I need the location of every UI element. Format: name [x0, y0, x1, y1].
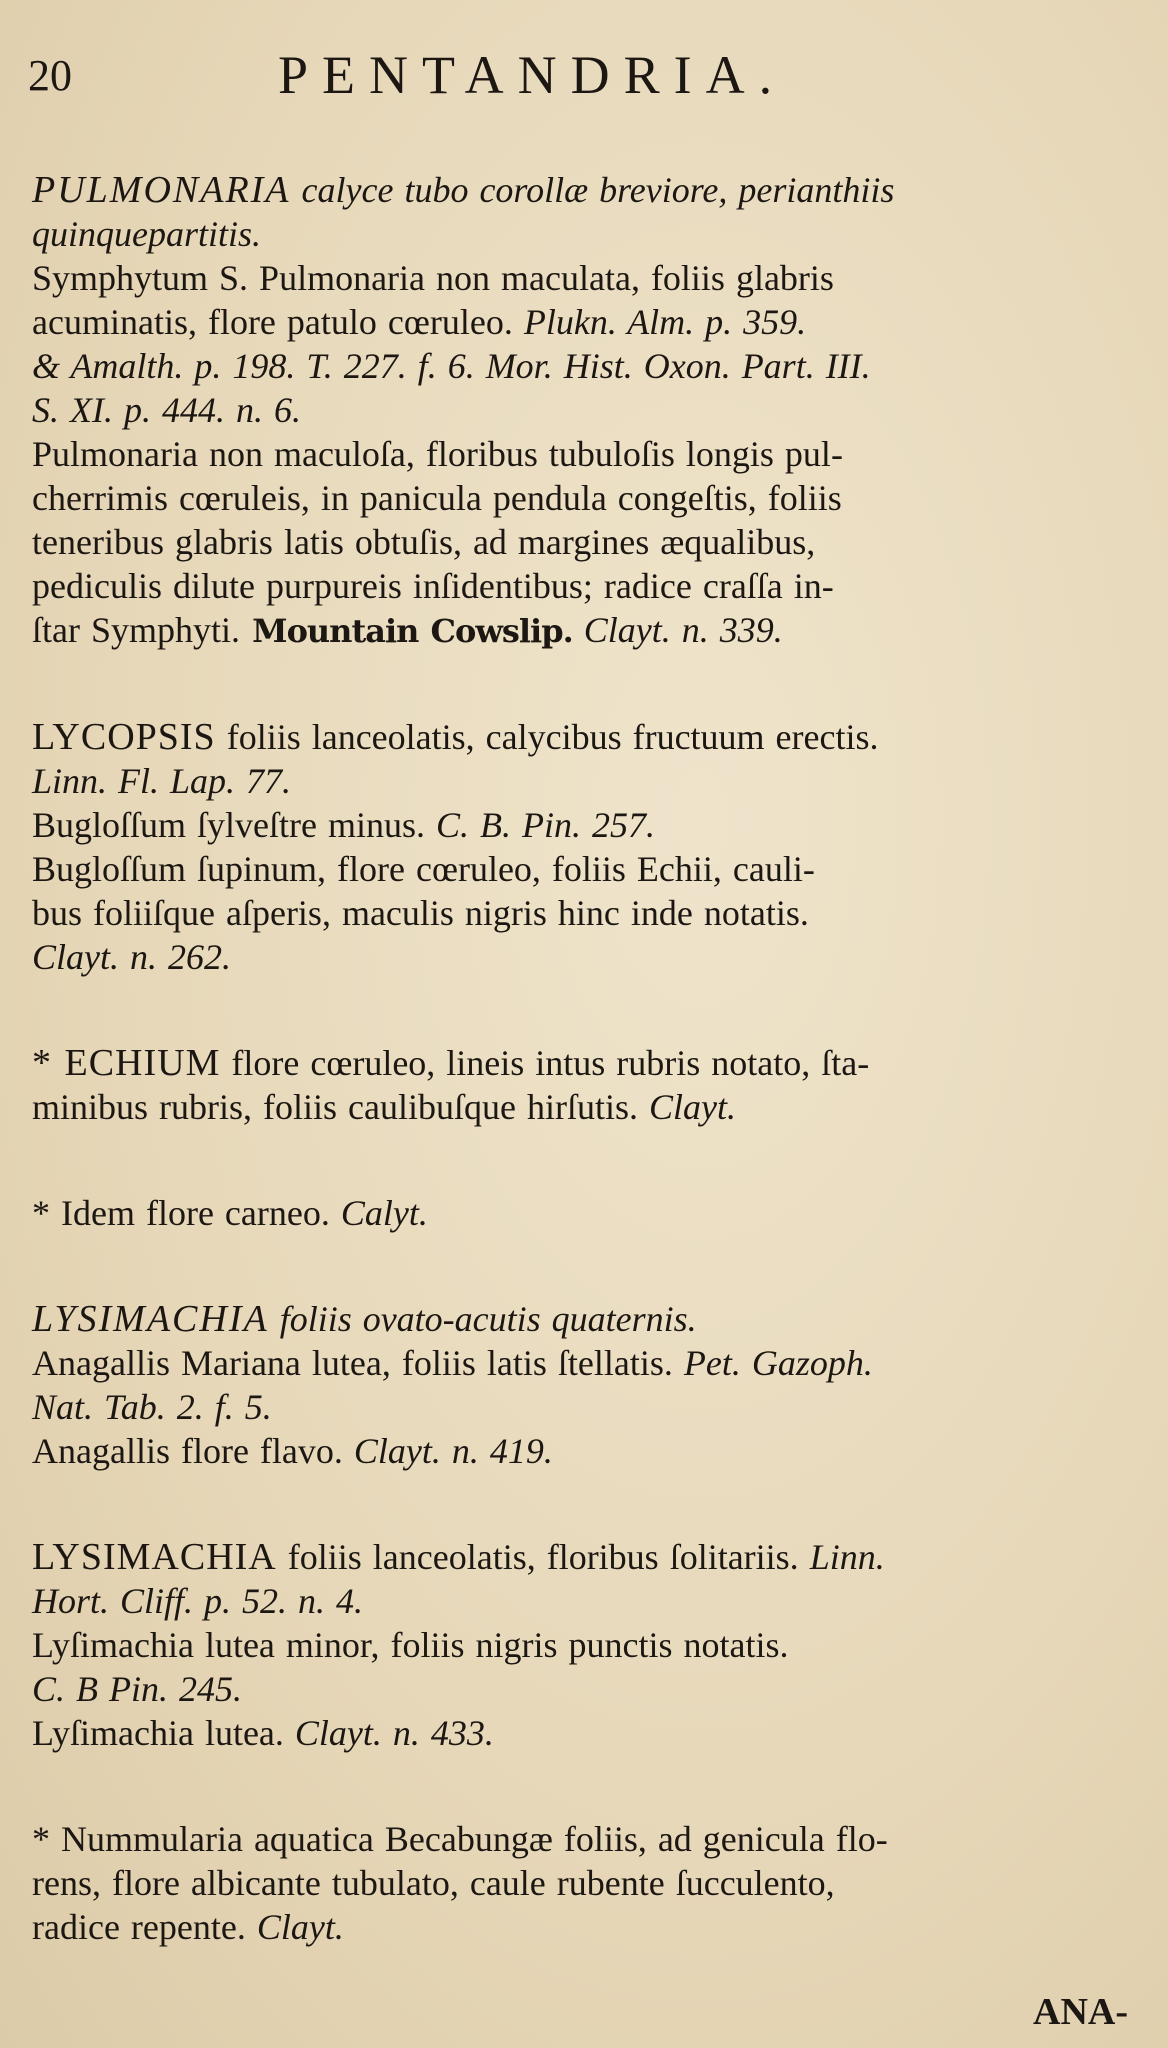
entry-idem [32, 1191, 1132, 1235]
text-line: LYCOPSIS foliis lanceolatis, calycibus fructuum erectis. [32, 716, 879, 758]
running-title: PENTANDRIA. [278, 45, 787, 105]
entry-lysimachia-lanceolatis [32, 1535, 1132, 1755]
text-line: C. B Pin. 245. [32, 1669, 242, 1709]
text-line: Symphytum S. Pulmonaria non maculata, foliis glabris [32, 258, 834, 298]
text-line: LYSIMACHIA foliis ovato-acutis quaternis. [32, 1298, 697, 1340]
entry-lysimachia-ovato [32, 1297, 1132, 1473]
text-line: PULMONARIA calyce tubo corollæ breviore, perianthiis [32, 169, 895, 211]
text-line: minibus rubris, foliis caulibuſque hirſutis. Clayt. [32, 1087, 736, 1127]
text-line: teneribus glabris latis obtuſis, ad margines æqualibus, [32, 522, 816, 562]
entry-lycopsis [32, 715, 1132, 979]
spacer [32, 1011, 1132, 1041]
text-line: acuminatis, flore patulo cœruleo. Plukn. Alm. p. 359. [32, 302, 807, 342]
entry-nummularia [32, 1817, 1132, 1949]
text-line: Nat. Tab. 2. f. 5. [32, 1387, 272, 1427]
text-line: Clayt. n. 262. [32, 937, 231, 977]
text-line: Linn. Fl. Lap. 77. [32, 761, 292, 801]
page-header [28, 30, 1128, 105]
text-line: radice repente. Clayt. [32, 1907, 344, 1947]
text-line: pediculis dilute purpureis inſidentibus; radice craſſa in- [32, 566, 834, 606]
page-body [32, 168, 1132, 1981]
spacer [32, 1267, 1132, 1297]
text-line: * Idem flore carneo. Calyt. [32, 1193, 428, 1233]
text-line: & Amalth. p. 198. T. 227. f. 6. Mor. Hist. Oxon. Part. III. [32, 346, 871, 386]
text-line: Bugloſſum ſylveſtre minus. C. B. Pin. 257. [32, 805, 655, 845]
text-line: Bugloſſum ſupinum, flore cœruleo, foliis Echii, cauli- [32, 849, 815, 889]
text-line: LYSIMACHIA foliis lanceolatis, floribus ſolitariis. Linn. [32, 1536, 885, 1578]
text-line: ſtar Symphyti. Mountain Cowslip. Clayt. n. 339. [32, 610, 783, 650]
spacer [32, 1161, 1132, 1191]
spacer [32, 1787, 1132, 1817]
text-line: * Nummularia aquatica Becabungæ foliis, ad genicula flo- [32, 1819, 888, 1859]
text-line: rens, flore albicante tubulato, caule rubente ſucculento, [32, 1863, 835, 1903]
entry-echium [32, 1041, 1132, 1129]
text-line: Anagallis flore flavo. Clayt. n. 419. [32, 1431, 553, 1471]
text-line: Lyſimachia lutea minor, foliis nigris punctis notatis. [32, 1625, 789, 1665]
text-line: Hort. Cliff. p. 52. n. 4. [32, 1581, 364, 1621]
text-line: Pulmonaria non maculoſa, floribus tubuloſis longis pul- [32, 434, 843, 474]
text-line: S. XI. p. 444. n. 6. [32, 390, 301, 430]
spacer [32, 1505, 1132, 1535]
text-line: cherrimis cœruleis, in panicula pendula congeſtis, foliis [32, 478, 842, 518]
page-number: 20 [28, 51, 72, 100]
catchword: ANA- [1033, 1991, 1128, 2033]
text-line: bus foliiſque aſperis, maculis nigris hinc inde notatis. [32, 893, 809, 933]
blackletter-common-name: Mountain Cowslip. [240, 612, 573, 650]
entry-pulmonaria [32, 168, 1132, 653]
text-line: Lyſimachia lutea. Clayt. n. 433. [32, 1713, 494, 1753]
text-line: Anagallis Mariana lutea, foliis latis ſtellatis. Pet. Gazoph. [32, 1343, 873, 1383]
spacer [32, 685, 1132, 715]
text-line: * ECHIUM flore cœruleo, lineis intus rubris notato, ſta- [32, 1042, 870, 1084]
text-line: quinquepartitis. [32, 214, 262, 254]
